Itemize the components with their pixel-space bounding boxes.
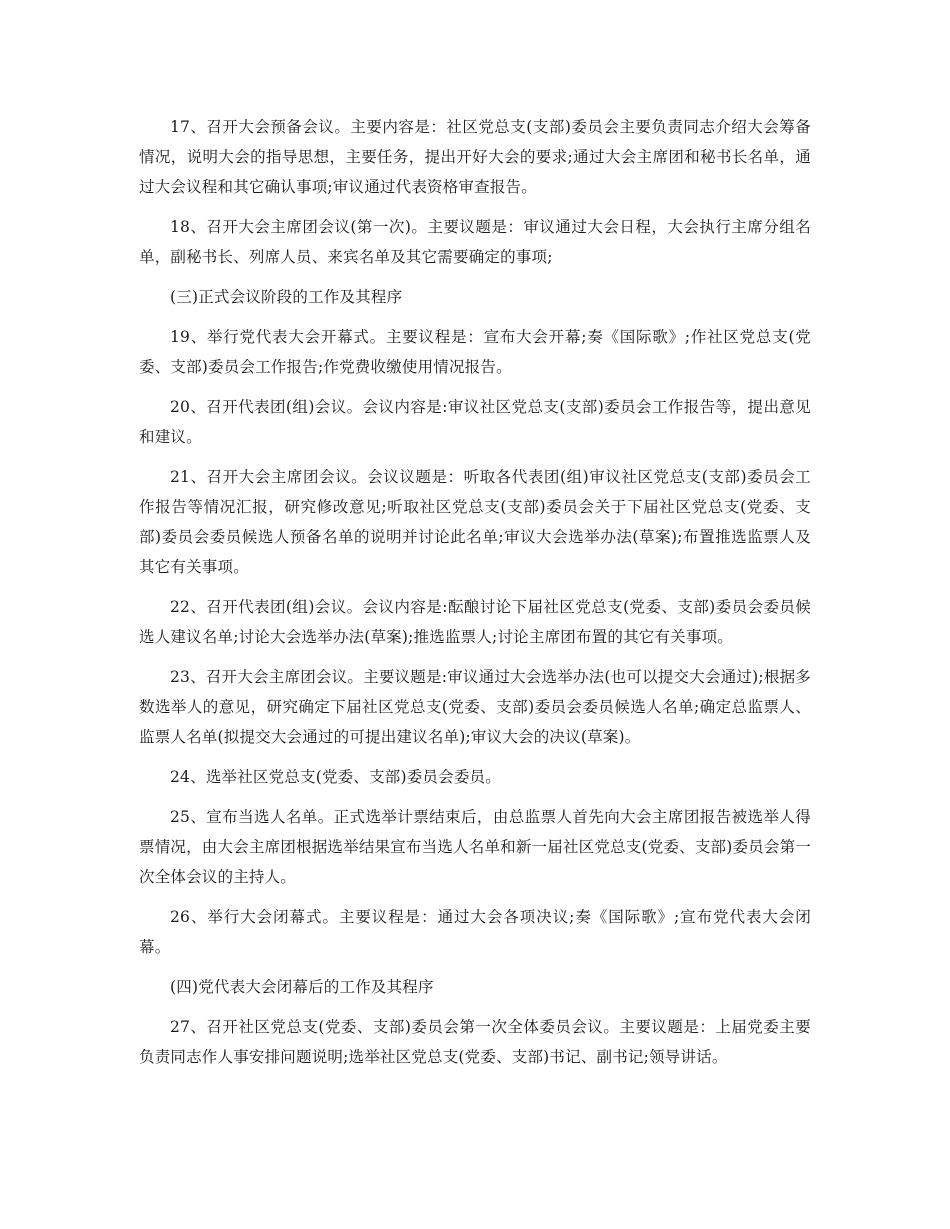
paragraph-26: 26、举行大会闭幕式。主要议程是：通过大会各项决议;奏《国际歌》;宣布党代表大会闭幕。 bbox=[139, 908, 811, 956]
paragraph-25: 25、宣布当选人名单。正式选举计票结束后，由总监票人首先向大会主席团报告被选举人得票情况，由大会主席团根据选举结果宣布当选人名单和新一届社区党总支(党委、支部)委员会第一次全体会议的主持人。 bbox=[139, 808, 811, 886]
section-heading-3: (三)正式会议阶段的工作及其程序 bbox=[170, 288, 403, 306]
paragraph-27: 27、召开社区党总支(党委、支部)委员会第一次全体委员会议。主要议题是：上届党委主要负责同志作人事安排问题说明;选举社区党总支(党委、支部)书记、副书记;领导讲话。 bbox=[139, 1018, 811, 1066]
paragraph-23: 23、召开大会主席团会议。主要议题是:审议通过大会选举办法(也可以提交大会通过);根据多数选举人的意见，研究确定下届社区党总支(党委、支部)委员会委员候选人名单;确定总监票人、监票人名单(拟提交大会通过的可提出建议名单);审议大会的决议(草案)。 bbox=[139, 668, 811, 746]
paragraph-17: 17、召开大会预备会议。主要内容是：社区党总支(支部)委员会主要负责同志介绍大会筹备情况，说明大会的指导思想，主要任务，提出开好大会的要求;通过大会主席团和秘书长名单，通过大会议程和其它确认事项;审议通过代表资格审查报告。 bbox=[139, 118, 811, 196]
paragraph-19: 19、举行党代表大会开幕式。主要议程是：宣布大会开幕;奏《国际歌》;作社区党总支(党委、支部)委员会工作报告;作党费收缴使用情况报告。 bbox=[139, 328, 811, 376]
document-body bbox=[139, 112, 811, 1082]
section-heading-4: (四)党代表大会闭幕后的工作及其程序 bbox=[170, 978, 434, 996]
paragraph-18: 18、召开大会主席团会议(第一次)。主要议题是：审议通过大会日程，大会执行主席分组名单，副秘书长、列席人员、来宾名单及其它需要确定的事项; bbox=[139, 218, 811, 266]
paragraph-22: 22、召开代表团(组)会议。会议内容是:酝酿讨论下届社区党总支(党委、支部)委员会委员候选人建议名单;讨论大会选举办法(草案);推选监票人;讨论主席团布置的其它有关事项。 bbox=[139, 598, 811, 646]
paragraph-21: 21、召开大会主席团会议。会议议题是：听取各代表团(组)审议社区党总支(支部)委员会工作报告等情况汇报，研究修改意见;听取社区党总支(支部)委员会关于下届社区党总支(党委、支部)委员会委员候选人预备名单的说明并讨论此名单;审议大会选举办法(草案);布置推选监票人及其它有关事项。 bbox=[139, 468, 811, 576]
paragraph-24: 24、选举社区党总支(党委、支部)委员会委员。 bbox=[170, 768, 501, 786]
paragraph-20: 20、召开代表团(组)会议。会议内容是:审议社区党总支(支部)委员会工作报告等，提出意见和建议。 bbox=[139, 398, 811, 446]
